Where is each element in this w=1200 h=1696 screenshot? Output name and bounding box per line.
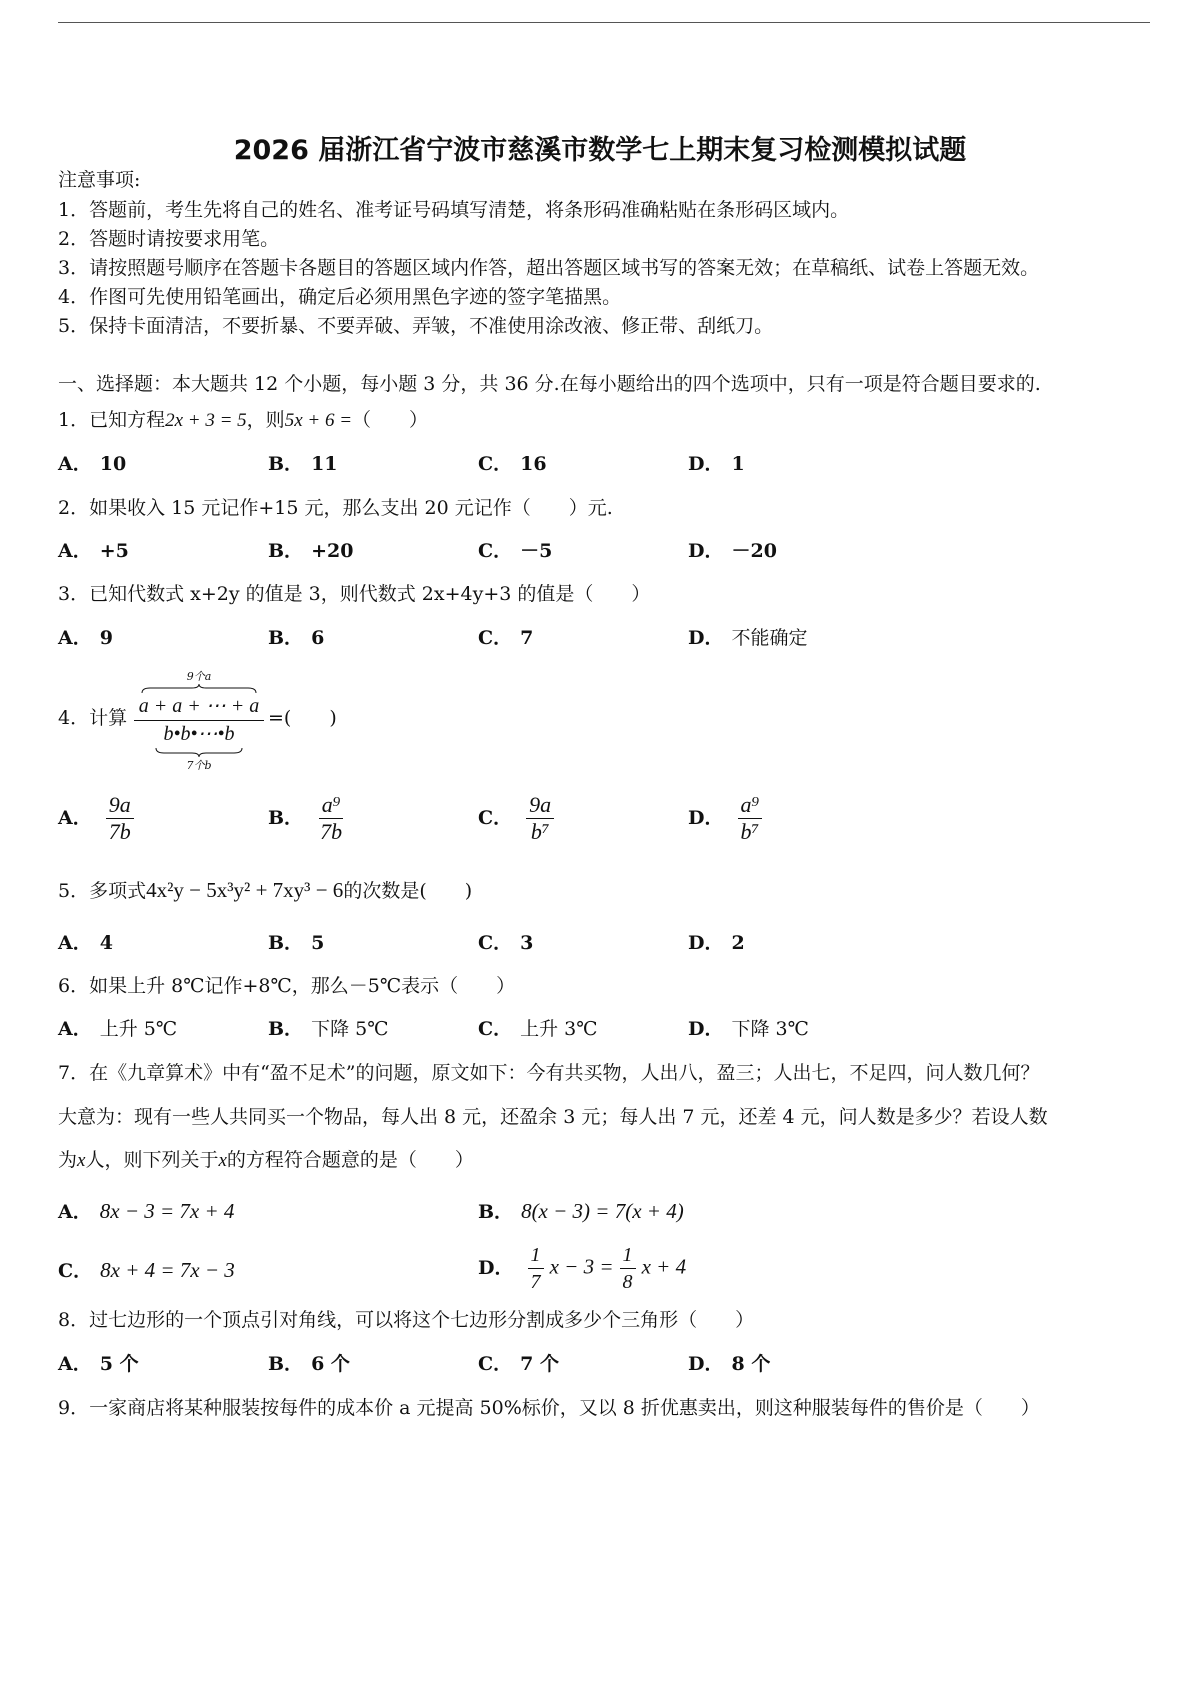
fraction-denominator: b•b•⋯•b: [163, 723, 235, 745]
option-d: D． －20: [688, 540, 777, 562]
notice-item: 4．作图可先使用铅笔画出，确定后必须用黑色字迹的签字笔描黑。: [58, 286, 622, 308]
option-c: C． 3: [478, 932, 534, 954]
page-title: 2026 届浙江省宁波市慈溪市数学七上期末复习检测模拟试题: [233, 135, 967, 166]
section-heading: 一、选择题：本大题共 12 个小题，每小题 3 分，共 36 分.在每小题给出的四个选项中，只有一项是符合题目要求的.: [58, 373, 1041, 395]
notice-item: 2．答题时请按要求用笔。: [58, 228, 280, 250]
option-c-fraction: $\frac{9a}{\text{b⁷}}$: [526, 792, 554, 845]
fraction-numerator: a + a + ⋯ + a: [138, 695, 260, 717]
question-1-equation: 2x + 3 = 5: [165, 410, 247, 431]
question-4-prefix: 4．计算: [58, 707, 128, 729]
option-a: A． 9: [58, 627, 113, 649]
question-7-line: 为x人，则下列关于x的方程符合题意的是（ ）: [58, 1149, 474, 1171]
question-4-fraction: [134, 668, 264, 773]
question-7-line: 7．在《九章算术》中有“盈不足术”的问题，原文如下：今有共买物，人出八，盈三；人出七，不足四，问人数几何？: [58, 1062, 1040, 1084]
option-b: B． +20: [268, 540, 354, 562]
question-4-suffix: =( ): [268, 707, 337, 729]
option-a: A． $\frac{9a}{7b}$: [58, 792, 134, 845]
option-c: C． 上升 3℃: [478, 1018, 598, 1040]
option-c: C． －5: [478, 540, 553, 562]
question-1-prefix: 1．已知方程: [58, 409, 166, 431]
option-c: C． 7: [478, 627, 534, 649]
question-2: 2．如果收入 15 元记作+15 元，那么支出 20 元记作（ ）元.: [58, 497, 613, 519]
option-d: D． 下降 3℃: [688, 1018, 809, 1040]
option-b: B． 6 个: [268, 1353, 350, 1375]
option-a: A． 8x − 3 = 7x + 4: [58, 1199, 235, 1223]
question-8: 8．过七边形的一个顶点引对角线，可以将这个七边形分割成多少个三角形（ ）: [58, 1309, 755, 1331]
option-d: D． 1: [688, 453, 745, 475]
question-5: 5．多项式4x²y − 5x³y² + 7xy³ − 6的次数是( ): [58, 878, 473, 902]
option-b: B． $\frac{\text{a⁹}}{7b}$: [268, 792, 345, 845]
option-b: B． 11: [268, 453, 338, 475]
brace-label-top: 9个a: [186, 670, 212, 683]
question-1-mid: ，则: [246, 409, 285, 431]
option-d: D． $\frac{\text{a⁹}}{\text{b⁷}}$: [688, 792, 762, 845]
option-d: D． 2: [688, 932, 745, 954]
underbrace-icon: [154, 747, 244, 757]
option-d: D． $\frac{1}{7}$ x − 3 = $\frac{1}{8}$ x + 4: [478, 1244, 687, 1293]
option-c: C． $\frac{9a}{\text{b⁷}}$: [478, 792, 554, 845]
question-7-line: 大意为：现有一些人共同买一个物品，每人出 8 元，还盈余 3 元；每人出 7 元，还差 4 元，问人数是多少？若设人数: [58, 1106, 1048, 1128]
notice-item: 3．请按照题号顺序在答题卡各题目的答题区域内作答，超出答题区域书写的答案无效；在草稿纸、试卷上答题无效。: [58, 257, 1040, 279]
option-d: D． 不能确定: [688, 627, 808, 649]
option-c: C． 16: [478, 453, 547, 475]
notice-item: 5．保持卡面清洁，不要折暴、不要弄破、弄皱，不准使用涂改液、修正带、刮纸刀。: [58, 315, 774, 337]
question-1: [58, 408, 428, 433]
overbrace-icon: [140, 684, 258, 694]
option-a: A． 4: [58, 932, 113, 954]
notice-heading: 注意事项:: [58, 169, 141, 191]
question-9: 9．一家商店将某种服装按每件的成本价 a 元提高 50%标价，又以 8 折优惠卖出，则这种服装每件的售价是（ ）: [58, 1397, 1040, 1419]
option-c: C． 8x + 4 = 7x − 3: [58, 1258, 235, 1282]
option-d-fraction: $\frac{\text{a⁹}}{\text{b⁷}}$: [738, 792, 763, 845]
option-b-fraction: $\frac{\text{a⁹}}{7b}$: [320, 792, 343, 844]
option-a: A． 10: [58, 453, 127, 475]
question-3: 3．已知代数式 x+2y 的值是 3，则代数式 2x+4y+3 的值是（ ）: [58, 583, 651, 605]
option-a: A． +5: [58, 540, 129, 562]
header-rule: [58, 22, 1150, 23]
question-1-expression: 5x + 6 =: [284, 410, 353, 431]
option-b: B． 下降 5℃: [268, 1018, 389, 1040]
option-b: B． 8(x − 3) = 7(x + 4): [478, 1199, 684, 1223]
option-d: D． 8 个: [688, 1353, 771, 1375]
option-a: A． 上升 5℃: [58, 1018, 178, 1040]
question-1-paren: （ ）: [352, 409, 429, 431]
question-6: 6．如果上升 8℃记作+8℃，那么－5℃表示（ ）: [58, 975, 516, 997]
brace-label-bottom: 7个b: [186, 759, 212, 772]
option-b: B． 5: [268, 932, 325, 954]
notice-item: 1．答题前，考生先将自己的姓名、准考证号码填写清楚，将条形码准确粘贴在条形码区域内。: [58, 199, 850, 221]
option-c: C． 7 个: [478, 1353, 559, 1375]
option-a-fraction: $\frac{9a}{7b}$: [106, 792, 134, 845]
option-a: A． 5 个: [58, 1353, 139, 1375]
option-b: B． 6: [268, 627, 325, 649]
